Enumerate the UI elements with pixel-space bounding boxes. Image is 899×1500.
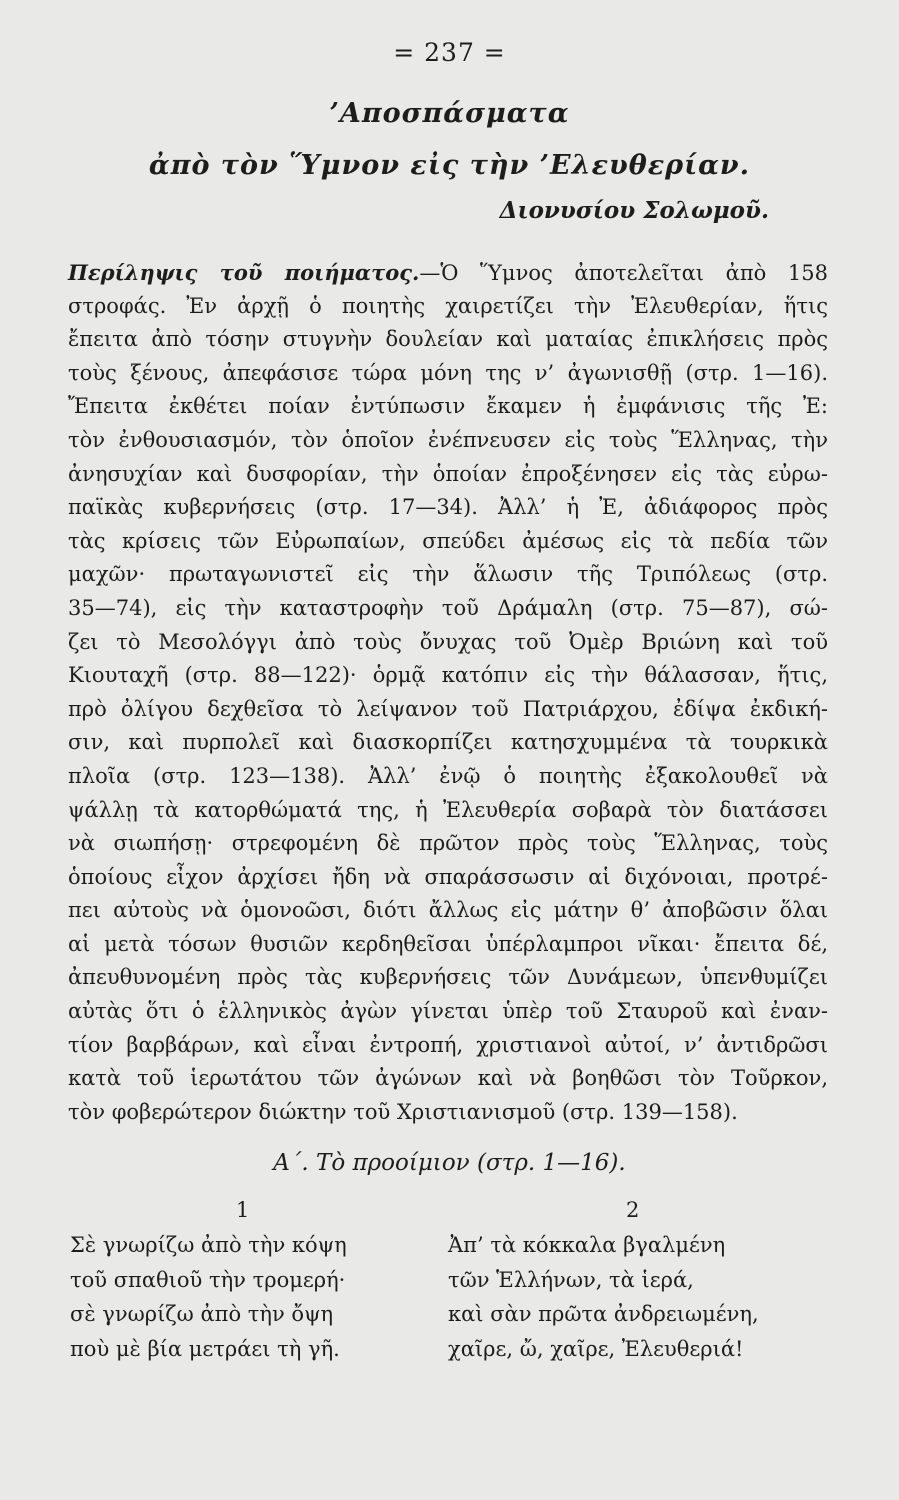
summary-line: ἔπειτα ἀπὸ τόσην στυγνὴν δουλείαν καὶ ματαίας ἐπικλήσεις πρὸς [68,327,828,352]
stanza-1 [70,1228,347,1366]
summary-line: Κιουταχῆ (στρ. 88—122)· ὁρμᾷ κατόπιν εἰς τὴν θάλασσαν, ἥτις, [68,663,828,688]
verse-line: σὲ γνωρίζω ἀπὸ τὴν ὄψη [70,1302,334,1326]
stanza-2 [448,1228,759,1366]
page-number: = 237 = [393,38,506,67]
verse-line: χαῖρε, ὤ, χαῖρε, Ἐλευθεριά! [448,1336,744,1361]
verse-line: τοῦ σπαθιοῦ τὴν τρομερή· [70,1267,346,1292]
summary-line [68,256,828,290]
summary-line: νὰ σιωπήσῃ· στρεφομένη δὲ πρῶτον πρὸς τοὺς Ἕλληνας, τοὺς [68,831,828,856]
summary-line: πλοῖα (στρ. 123—138). Ἀλλ’ ἐνῷ ὁ ποιητὴς ἐξακολουθεῖ νὰ [68,763,828,788]
summary-line: αὐτὰς ὅτι ὁ ἑλληνικὸς ἀγὼν γίνεται ὑπὲρ τοῦ Σταυροῦ καὶ ἐναν- [68,999,828,1024]
summary-line: τίον βαρβάρων, καὶ εἶναι ἐντροπή, χριστιανοὶ αὐτοί, ν’ ἀντιδρῶσι [68,1032,828,1057]
summary-line: ὁποίους εἶχον ἀρχίσει ἤδη νὰ σπαράσσωσιν αἱ διχόνοιαι, προτρέ- [68,864,828,889]
summary-line: σιν, καὶ πυρπολεῖ καὶ διασκορπίζει κατησχυμμένα τὰ τουρκικὰ [68,730,828,755]
title-line-1: ’Αποσπάσματα [329,98,570,129]
summary-line: αἱ μετὰ τόσων θυσιῶν κερδηθεῖσαι ὑπέρλαμπροι νῖκαι· ἔπειτα δέ, [68,931,828,956]
verse-line: Ἀπ’ τὰ κόκκαλα βγαλμένη [448,1233,726,1257]
summary-last-line: τὸν φοβερώτερον διώκτην τοῦ Χριστιανισμοῦ (στρ. 139—158). [68,1099,738,1124]
stanza-number: 1 [236,1198,250,1222]
summary-first-line: —Ὁ Ὕμνος ἀποτελεῖται ἀπὸ 158 [419,261,828,285]
summary-line: ἀπευθυνομένη πρὸς τὰς κυβερνήσεις τῶν Δυνάμεων, ὑπενθυμίζει [68,965,828,990]
title-line-2: ἀπὸ τὸν Ὕμνον εἰς τὴν ’Ελευθερίαν. [148,150,751,181]
summary-line: κατὰ τοῦ ἱερωτάτου τῶν ἀγώνων καὶ νὰ βοηθῶσι τὸν Τοῦρκον, [68,1066,828,1091]
summary-line: πει αὐτοὺς νὰ ὁμονοῶσι, διότι ἄλλως εἰς μάτην θ’ ἀποβῶσιν ὅλαι [68,898,828,923]
summary-paragraph [68,256,828,1129]
summary-line: στροφάς. Ἐν ἀρχῇ ὁ ποιητὴς χαιρετίζει τὴν Ἐλευθερίαν, ἥτις [68,293,828,318]
verse-line: καὶ σὰν πρῶτα ἀνδρειωμένη, [448,1302,759,1326]
summary-line: τὸν ἐνθουσιασμόν, τὸν ὁποῖον ἐνέπνευσεν εἰς τοὺς Ἕλληνας, τὴν [68,427,828,452]
verse-line: ποὺ μὲ βία μετράει τὴ γῆ. [70,1336,340,1361]
verse-line: τῶν Ἑλλήνων, τὰ ἱερά, [448,1267,694,1292]
summary-line: τὰς κρίσεις τῶν Εὐρωπαίων, σπεύδει ἀμέσως εἰς τὰ πεδία τῶν [68,528,828,553]
summary-line: τοὺς ξένους, ἀπεφάσισε τώρα μόνη της ν’ ἀγωνισθῇ (στρ. 1—16). [68,360,828,385]
summary-line: ζει τὸ Μεσολόγγι ἀπὸ τοὺς ὄνυχας τοῦ Ὀμὲρ Βριώνη καὶ τοῦ [68,629,828,654]
summary-line: πρὸ ὀλίγου δεχθεῖσα τὸ λείψανον τοῦ Πατριάρχου, ἐδίψα ἐκδική- [68,696,828,721]
section-heading: Α΄. Τὸ προοίμιον (στρ. 1—16). [273,1150,626,1176]
verse-line: Σὲ γνωρίζω ἀπὸ τὴν κόψη [70,1233,347,1257]
author-name: Διονυσίου Σολωμοῦ. [499,197,769,224]
summary-line: ἀνησυχίαν καὶ δυσφορίαν, τὴν ὁποίαν ἐπροξένησεν εἰς τὰς εὐρω- [68,461,828,486]
summary-line: ψάλλῃ τὰ κατορθώματά της, ἡ Ἐλευθερία σοβαρὰ τὸν διατάσσει [68,797,828,822]
summary-line: μαχῶν· πρωταγωνιστεῖ εἰς τὴν ἅλωσιν τῆς Τριπόλεως (στρ. [68,562,828,587]
summary-line: Ἔπειτα ἐκθέτει ποίαν ἐντύπωσιν ἔκαμεν ἡ ἐμφάνισις τῆς Ἐ: [68,394,828,419]
stanza-number: 2 [626,1198,640,1222]
summary-label: Περίληψις τοῦ ποιήματος. [68,260,420,285]
summary-line: 35—74), εἰς τὴν καταστροφὴν τοῦ Δράμαλη (στρ. 75—87), σώ- [68,595,828,620]
summary-line: παϊκὰς κυβερνήσεις (στρ. 17—34). Ἀλλ’ ἡ Ἐ, ἀδιάφορος πρὸς [68,495,828,520]
